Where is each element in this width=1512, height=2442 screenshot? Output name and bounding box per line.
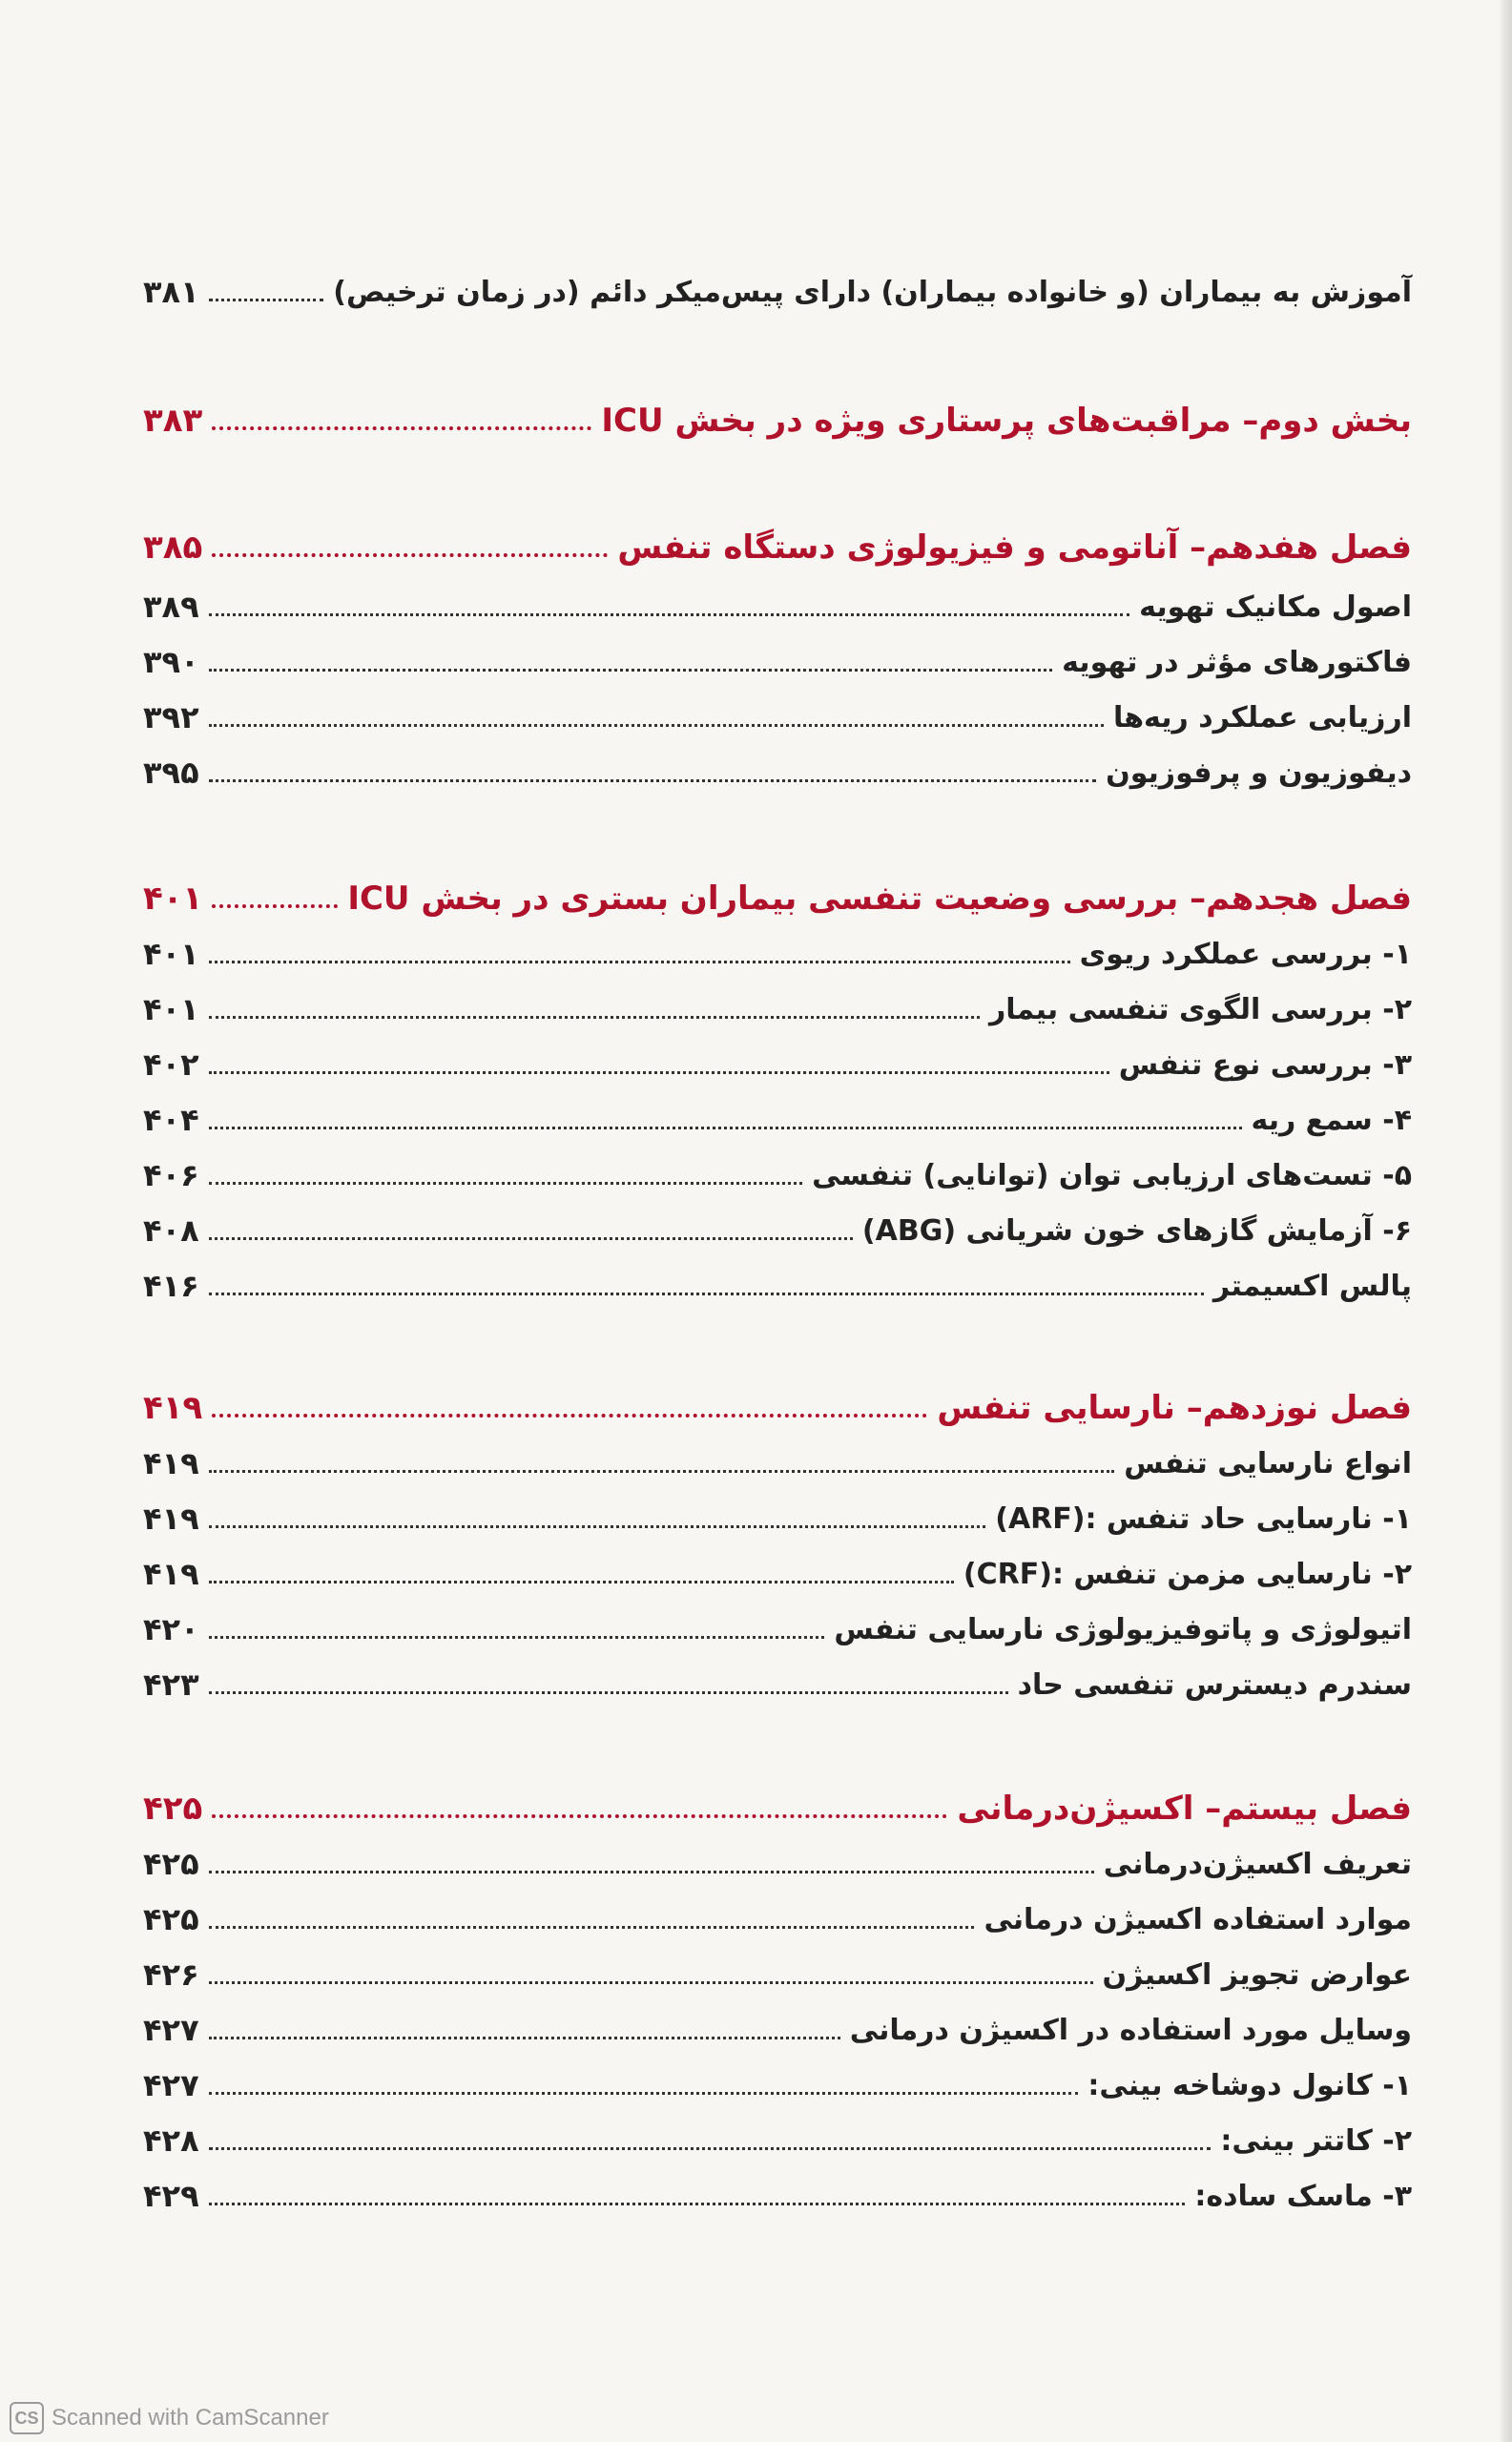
dot-leader [209,1127,1242,1129]
toc-entry-page: ۳۸۹ [143,589,199,625]
toc-entry-title: ۳- ماسک ساده: [1194,2179,1412,2213]
page-edge [1499,0,1512,2442]
dot-leader [209,1016,980,1019]
dot-leader [212,904,338,908]
toc-entry-page: ۳۹۲ [143,699,199,735]
toc-entry-title: ۱- نارسایی حاد تنفس :(ARF) [995,1501,1412,1536]
toc-entry-page: ۴۱۹ [143,1556,199,1592]
dot-leader [209,1871,1094,1873]
toc-entry [143,2116,1412,2165]
toc-heading-page: ۴۲۵ [143,1790,203,1828]
toc-entry-page: ۴۰۱ [143,991,199,1027]
toc-entry-title: ۲- کاتتر بینی: [1220,2123,1412,2158]
toc-entry-page: ۴۲۵ [143,1846,199,1882]
toc-entry [143,1261,1412,1311]
dot-leader [209,779,1097,782]
toc-entry-page: ۴۱۹ [143,1445,199,1481]
toc-entry [143,1040,1412,1089]
dot-leader [209,669,1053,672]
toc-entry [143,1549,1412,1599]
toc-entry-page: ۴۲۸ [143,2122,199,2159]
toc-heading-page: ۳۸۳ [143,402,203,440]
toc-entry-page: ۴۲۰ [143,1611,199,1647]
toc-entry-page: ۴۲۶ [143,1956,199,1993]
toc-entry-page: ۳۹۵ [143,755,199,791]
toc-entry-title: اتیولوژی و پاتوفیزیولوژی نارسایی تنفس [834,1612,1412,1646]
dot-leader [209,1691,1008,1694]
toc-entry-title: ۵- تست‌های ارزیابی توان (توانایی) تنفسی [812,1158,1412,1192]
toc-entry-title: ۱- بررسی عملکرد ریوی [1079,937,1412,971]
toc-entry-title: فاکتورهای مؤثر در تهویه [1062,645,1412,679]
toc-entry-title: ۲- نارسایی مزمن تنفس :(CRF) [963,1557,1412,1591]
toc-heading-title: فصل نوزدهم– نارسایی تنفس [937,1389,1412,1427]
dot-leader [209,961,1070,963]
toc-entry-page: ۴۱۶ [143,1268,199,1304]
toc-heading [143,523,1412,572]
toc-heading-title: بخش دوم– مراقبت‌های پرستاری ویژه در بخش ICU [601,402,1412,440]
toc-entry-title: آموزش به بیماران (و خانواده بیماران) دارای پیس‌میکر دائم (در زمان ترخیص) [333,275,1412,309]
toc-entry [143,1494,1412,1543]
toc-heading-page: ۴۱۹ [143,1389,203,1427]
toc-entry-title: پالس اکسیمتر [1212,1269,1412,1303]
toc-entry-title: ۳- بررسی نوع تنفس [1118,1047,1412,1082]
toc-entry [143,1660,1412,1709]
toc-entry [143,1604,1412,1654]
toc-entry [143,2171,1412,2221]
toc-entry-page: ۴۰۱ [143,936,199,972]
dot-leader [212,553,608,557]
toc-entry-title: وسایل مورد استفاده در اکسیژن درمانی [849,2013,1412,2047]
toc-heading-title: فصل هفدهم– آناتومی و فیزیولوژی دستگاه تنفس [617,528,1412,567]
toc-entry [143,1894,1412,1944]
toc-heading-page: ۳۸۵ [143,528,203,567]
toc-entry [143,693,1412,742]
toc-entry-title: ۶- آزمایش گازهای خون شریانی (ABG) [861,1213,1412,1248]
dot-leader [209,613,1130,616]
toc-entry-title: ۲- بررسی الگوی تنفسی بیمار [988,992,1412,1026]
toc-entry-title: موارد استفاده اکسیژن درمانی [984,1902,1412,1936]
dot-leader [209,1470,1115,1473]
toc-entry [143,1206,1412,1255]
toc-entry [143,582,1412,631]
dot-leader [209,1293,1204,1295]
toc-entry [143,984,1412,1034]
watermark-text: Scanned with CamScanner [52,2405,329,2431]
toc-entry-title: تعریف اکسیژن‌درمانی [1103,1847,1412,1881]
toc-entry [143,1095,1412,1145]
dot-leader [209,1237,853,1240]
toc-entry [143,1950,1412,1999]
dot-leader [209,2092,1079,2095]
dot-leader [209,299,324,301]
dot-leader [209,2203,1186,2205]
toc-heading [143,1784,1412,1833]
toc-entry [143,1438,1412,1488]
toc-entry-title: سندرم دیسترس تنفسی حاد [1017,1667,1412,1702]
toc-entry [143,2005,1412,2055]
toc-entry-title: ۴- سمع ریه [1251,1103,1412,1137]
toc-entry-page: ۴۱۹ [143,1500,199,1537]
toc-heading [143,1383,1412,1433]
dot-leader [212,1814,947,1818]
dot-leader [209,724,1104,727]
toc-heading-title: فصل هجدهم– بررسی وضعیت تنفسی بیماران بستری در بخش ICU [347,880,1412,918]
toc-entry-title: عوارض تجویز اکسیژن [1102,1957,1412,1992]
toc-heading [143,396,1412,445]
toc-entry-title: اصول مکانیک تهویه [1139,590,1412,624]
dot-leader [212,426,591,430]
toc-entry [143,748,1412,797]
toc-entry-page: ۴۲۷ [143,2012,199,2048]
toc-entry [143,267,1412,317]
camscanner-logo-icon: CS [10,2402,44,2434]
toc-heading-title: فصل بیستم– اکسیژن‌درمانی [957,1790,1412,1828]
toc-entry-page: ۴۲۳ [143,1666,199,1703]
toc-entry [143,929,1412,979]
toc-entry [143,2060,1412,2110]
dot-leader [212,1414,927,1418]
toc-entry-page: ۴۰۲ [143,1046,199,1083]
toc-entry [143,637,1412,687]
toc-entry-title: دیفوزیون و پرفوزیون [1106,755,1412,790]
dot-leader [209,1071,1109,1074]
toc-entry-page: ۳۸۱ [143,274,199,310]
dot-leader [209,1525,986,1528]
dot-leader [209,1581,954,1583]
dot-leader [209,1636,825,1639]
toc-entry-page: ۴۲۷ [143,2067,199,2103]
toc-heading [143,874,1412,923]
dot-leader [209,1981,1093,1984]
camscanner-watermark [10,2402,329,2434]
toc-entry-title: انواع نارسایی تنفس [1124,1446,1412,1480]
toc-entry [143,1839,1412,1889]
toc-entry-page: ۴۲۹ [143,2178,199,2214]
toc-entry-page: ۳۹۰ [143,644,199,680]
dot-leader [209,1182,802,1185]
toc-entry-page: ۴۰۶ [143,1157,199,1193]
toc-entry-title: ۱- کانول دوشاخه بینی: [1087,2068,1412,2102]
dot-leader [209,2037,840,2039]
toc-entry-page: ۴۰۴ [143,1102,199,1138]
toc-entry-page: ۴۲۵ [143,1901,199,1937]
toc-heading-page: ۴۰۱ [143,880,203,918]
toc-entry-page: ۴۰۸ [143,1212,199,1249]
toc-entry [143,1150,1412,1200]
toc-entry-title: ارزیابی عملکرد ریه‌ها [1112,700,1412,735]
dot-leader [209,1926,975,1929]
dot-leader [209,2147,1212,2150]
